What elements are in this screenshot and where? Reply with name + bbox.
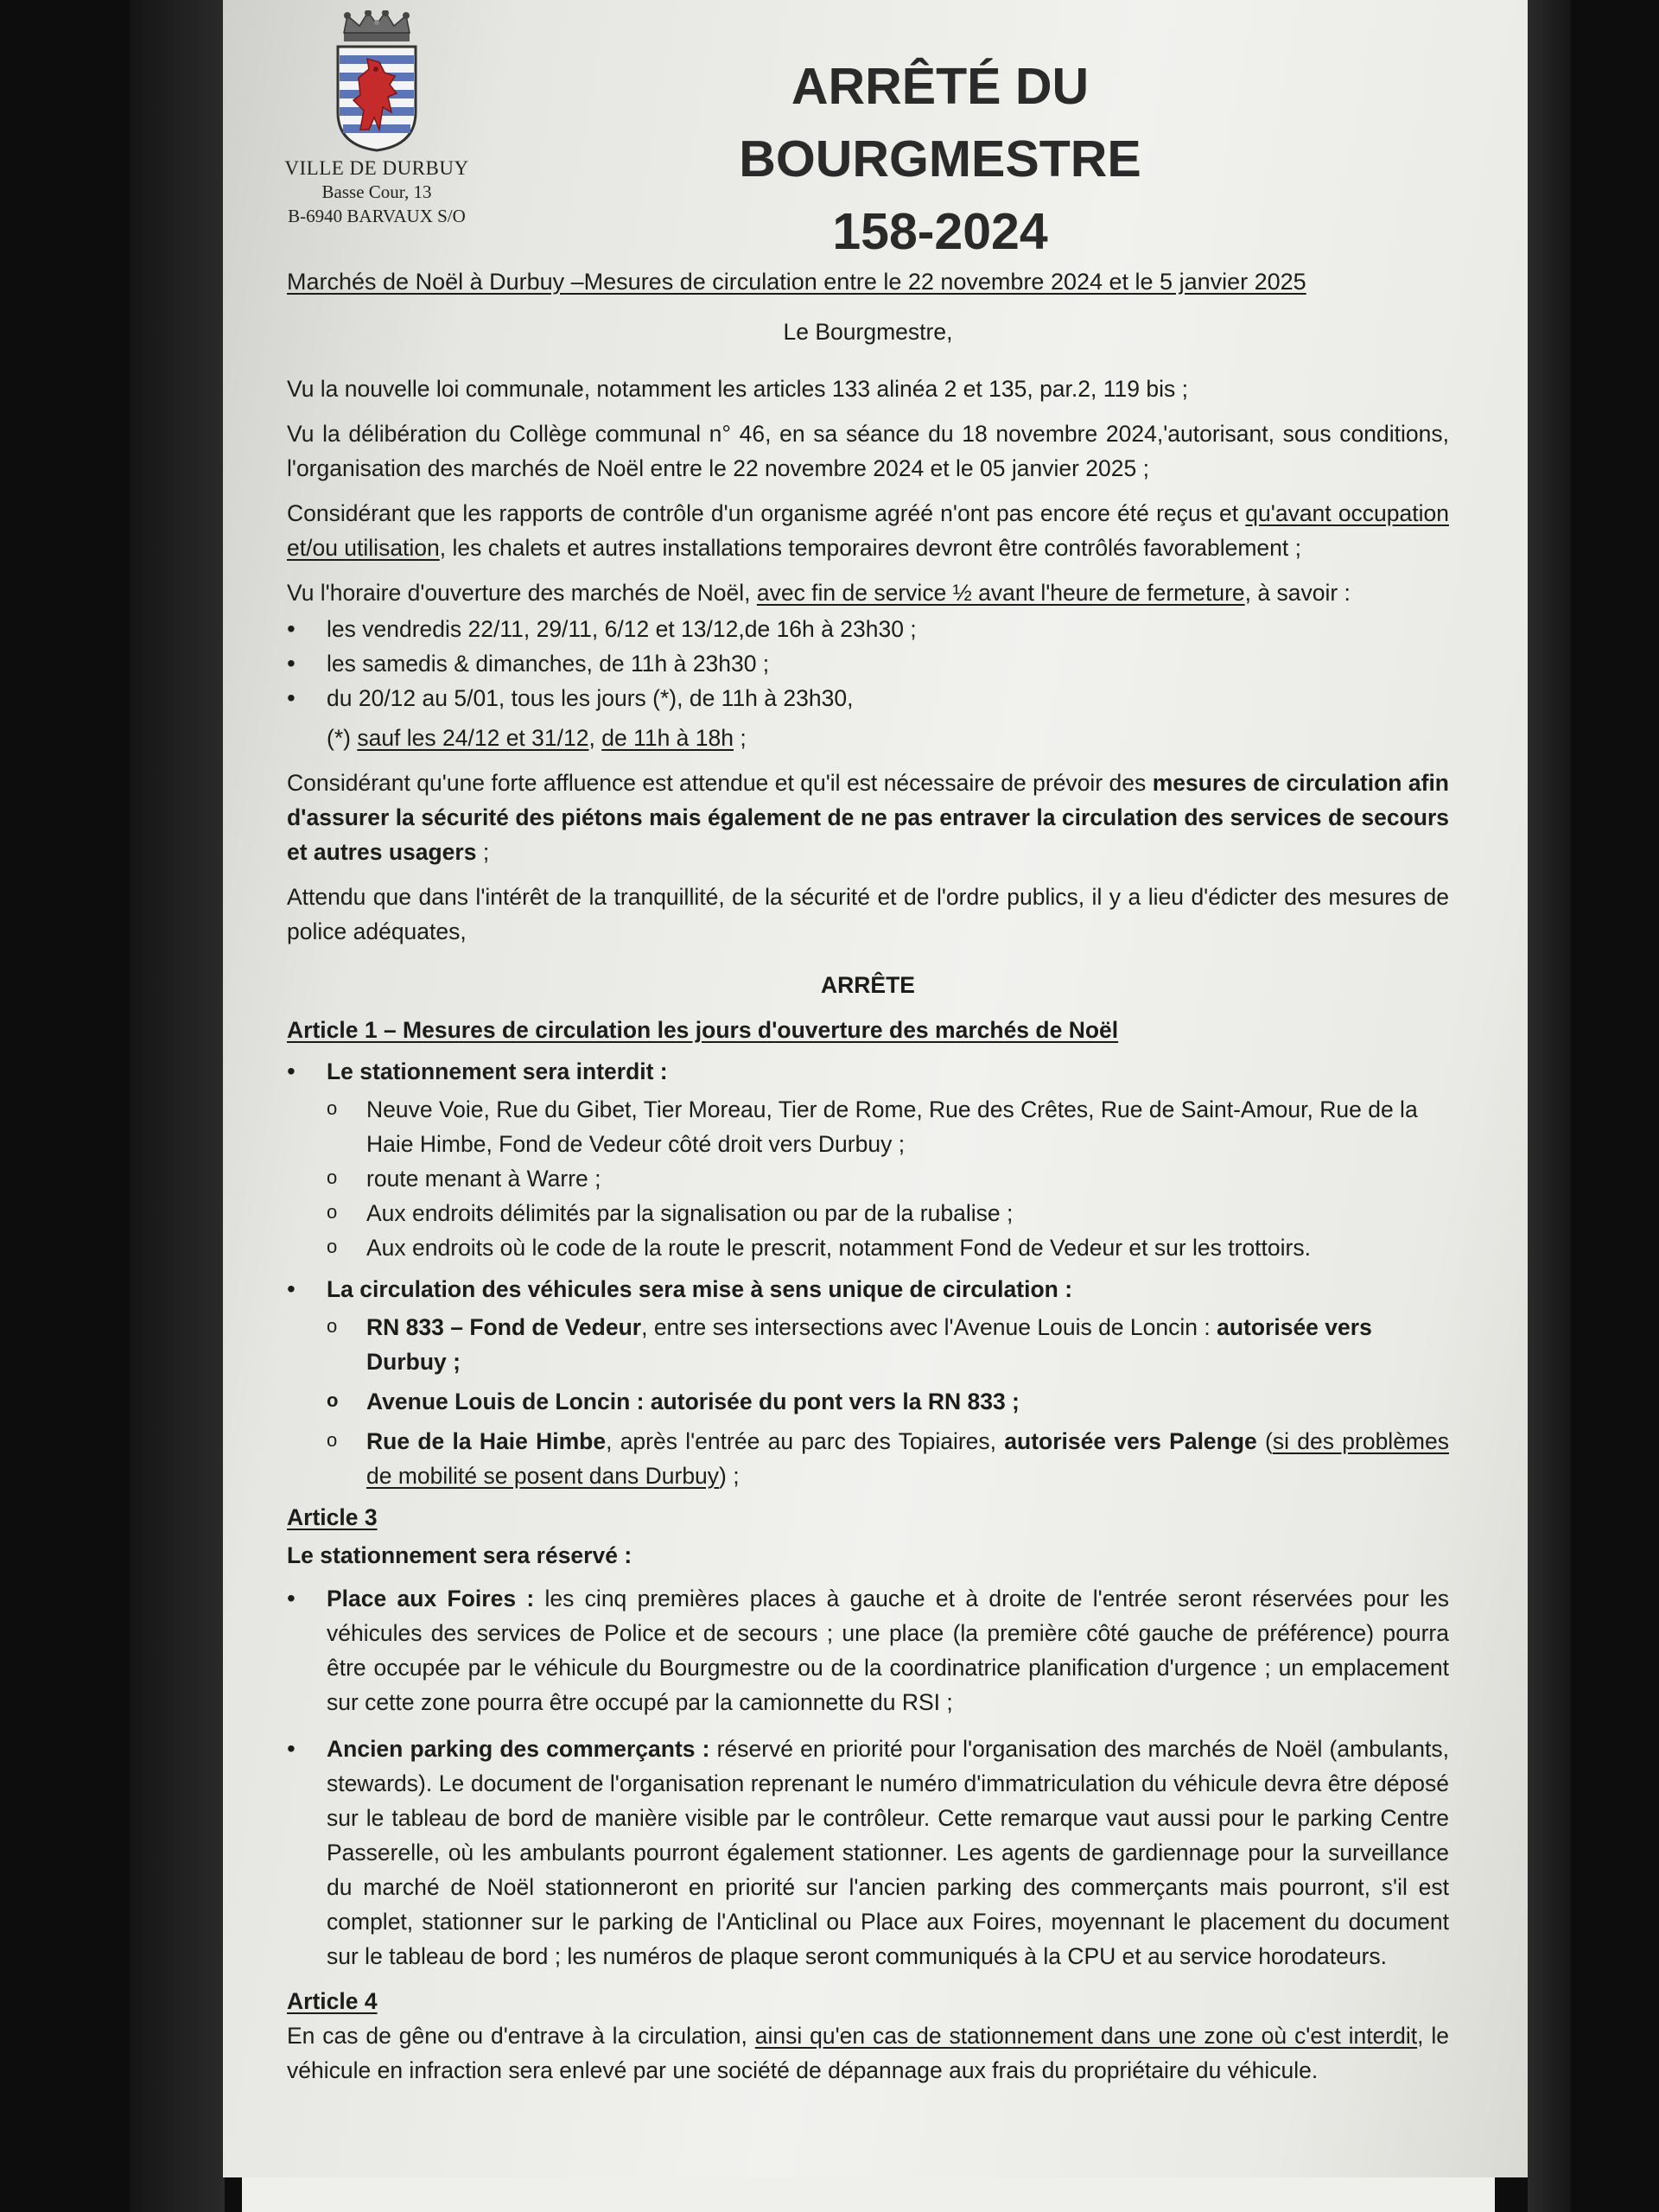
list-item bbox=[287, 1272, 1449, 1493]
exception-sep: , bbox=[588, 725, 602, 751]
i2-bold: Ancien parking des commerçants : bbox=[327, 1736, 710, 1762]
preamble-p2: Vu la délibération du Collège communal n° 46, en sa séance du 18 novembre 2024,'autorisant, sous conditions, l'organisation des marchés de Noël entre le 22 novembre 2024 et le 05 janvier 2025 ; bbox=[287, 421, 1449, 481]
t3-bold2: autorisée vers Palenge bbox=[1004, 1428, 1257, 1454]
parking-sublist bbox=[327, 1092, 1449, 1265]
salutation: Le Bourgmestre, bbox=[783, 319, 953, 345]
exception-end: ; bbox=[733, 725, 747, 751]
page-title bbox=[629, 50, 1251, 268]
t1-bold2: autorisée vers Durbuy ; bbox=[366, 1314, 1372, 1375]
list-item: • du 20/12 au 5/01, tous les jours (*), de 11h à 23h30, bbox=[287, 681, 1449, 715]
exception-a: sauf les 24/12 et 31/12 bbox=[357, 725, 589, 751]
shield-icon bbox=[334, 43, 419, 154]
exception-star: (*) bbox=[327, 725, 358, 751]
display-frame-left bbox=[130, 0, 225, 2212]
parking-label: • Le stationnement sera interdit : bbox=[327, 1058, 668, 1084]
list-item: o Aux endroits où le code de la route le prescrit, notamment Fond de Vedeur et sur les trottoirs. bbox=[327, 1230, 1449, 1265]
address-line-2: B-6940 BARVAUX S/O bbox=[288, 206, 466, 226]
t1-bold: RN 833 – Fond de Vedeur bbox=[366, 1314, 642, 1340]
article-1-title: Article 1 – Mesures de circulation les jours d'ouverture des marchés de Noël bbox=[287, 1017, 1119, 1043]
t3-end: ) ; bbox=[719, 1463, 740, 1489]
article-3-list bbox=[287, 1581, 1449, 1974]
i1-text: les cinq premières places à gauche et à droite de l'entrée seront réservées pour les véhicules des services de Police et de secours ; une place (la première côté gauche de préférence) pourra être occupée par le véhicule du Bourgmestre ou de la coordinatrice planification d'urgence ; un emplacement sur cette zone pourra être occupé par la camionnette du RSI ; bbox=[327, 1586, 1449, 1715]
exception-b: de 11h à 18h bbox=[601, 725, 734, 751]
t3-mid: , après l'entrée au parc des Topiaires, bbox=[606, 1428, 1005, 1454]
town-name: VILLE DE DURBUY bbox=[284, 157, 469, 179]
preamble-p1: Vu la nouvelle loi communale, notamment les articles 133 alinéa 2 et 135, par.2, 119 bis ; bbox=[287, 376, 1188, 402]
p4-underlined: avec fin de service ½ avant l'heure de fermeture bbox=[756, 580, 1245, 606]
list-item: o route menant à Warre ; bbox=[327, 1161, 1449, 1196]
list-item: o Avenue Louis de Loncin : autorisée du pont vers la RN 833 ; bbox=[327, 1384, 1449, 1419]
traffic-sublist bbox=[327, 1310, 1449, 1493]
traffic-label: • La circulation des véhicules sera mise à sens unique de circulation : bbox=[327, 1276, 1073, 1302]
p4-start: Vu l'horaire d'ouverture des marchés de Noël, bbox=[287, 580, 757, 606]
paper-bottom-edge bbox=[242, 2177, 1495, 2212]
title-line-1: ARRÊTÉ DU BOURGMESTRE bbox=[739, 58, 1141, 188]
preamble-p6: Attendu que dans l'intérêt de la tranquillité, de la sécurité et de l'ordre publics, il y a lieu d'édicter des mesures de police adéquates, bbox=[287, 884, 1449, 944]
t1-mid: , entre ses intersections avec l'Avenue Louis de Loncin : bbox=[641, 1314, 1217, 1340]
crown-icon bbox=[335, 10, 418, 43]
schedule-exception bbox=[287, 721, 1449, 755]
article-4-text bbox=[287, 2018, 1449, 2088]
decree-document bbox=[223, 0, 1528, 2177]
a4-start: En cas de gêne ou d'entrave à la circulation, bbox=[287, 2023, 755, 2049]
list-item: o Neuve Voie, Rue du Gibet, Tier Moreau, Tier de Rome, Rue des Crêtes, Rue de Saint-Amour, Rue de la Haie Himbe, Fond de Vedeur côté droit vers Durbuy ; bbox=[327, 1092, 1449, 1161]
t3-underlined: si des problèmes de mobilité se posent dans Durbuy bbox=[366, 1428, 1449, 1489]
address-line-1: Basse Cour, 13 bbox=[321, 181, 432, 202]
list-item: • les samedis & dimanches, de 11h à 23h30 ; bbox=[287, 646, 1449, 681]
list-item: o Aux endroits délimités par la signalisation ou par de la rubalise ; bbox=[327, 1196, 1449, 1230]
preamble-p3 bbox=[287, 496, 1449, 565]
t3-paren: ( bbox=[1256, 1428, 1273, 1454]
subject-line: Marchés de Noël à Durbuy –Mesures de circulation entre le 22 novembre 2024 et le 5 janvier 2025 bbox=[287, 269, 1306, 295]
title-line-2: 158-2024 bbox=[832, 203, 1048, 260]
list-item bbox=[327, 1424, 1449, 1493]
list-item: • les vendredis 22/11, 29/11, 6/12 et 13/12,de 16h à 23h30 ; bbox=[287, 612, 1449, 646]
article-3-title: Article 3 bbox=[287, 1504, 378, 1530]
a4-end: , le véhicule en infraction sera enlevé par une société de dépannage aux frais du propriétaire du véhicule. bbox=[287, 2023, 1449, 2083]
p4-end: , à savoir : bbox=[1244, 580, 1351, 606]
document-body bbox=[287, 264, 1449, 2098]
i1-bold: Place aux Foires : bbox=[327, 1586, 535, 1611]
t3-bold: Rue de la Haie Himbe bbox=[366, 1428, 607, 1454]
town-logo-block bbox=[264, 10, 489, 244]
schedule-list bbox=[287, 612, 1449, 715]
i2-text: réservé en priorité pour l'organisation des marchés de Noël (ambulants, stewards). Le document de l'organisation reprenant le numéro d'immatriculation du véhicule devra être déposé sur le tableau de bord de manière visible par le contrôleur. Cette remarque vaut aussi pour le parking Centre Passerelle, où les ambulants pourront également stationner. Les agents de gardiennage pour la surveillance du marché de Noël stationneront en priorité sur l'ancien parking des commerçants mais pourront, s'il est complet, stationner sur le parking de l'Anticlinal ou Place aux Foires, moyennant le placement du document sur le tableau de bord ; les numéros de plaque seront communiqués à la CPU et au service horodateurs. bbox=[327, 1736, 1449, 1969]
p3-underlined: qu'avant occupation et/ou utilisation bbox=[287, 500, 1449, 561]
p5-bold: mesures de circulation afin d'assurer la sécurité des piétons mais également de ne pas entraver la circulation des services de secours et autres usagers bbox=[287, 770, 1449, 865]
p5-start: Considérant qu'une forte affluence est attendue et qu'il est nécessaire de prévoir des bbox=[287, 770, 1153, 796]
article-4-title: Article 4 bbox=[287, 1988, 378, 2014]
preamble-p4 bbox=[287, 575, 1449, 610]
p5-end: ; bbox=[476, 839, 490, 865]
p3-end: , les chalets et autres installations temporaires devront être contrôlés favorablement ; bbox=[439, 535, 1301, 561]
list-item bbox=[287, 1732, 1449, 1974]
p3-start: Considérant que les rapports de contrôle d'un organisme agréé n'ont pas encore été reçus et bbox=[287, 500, 1246, 526]
list-item bbox=[287, 1054, 1449, 1265]
display-frame-right bbox=[1528, 0, 1571, 2212]
preamble-p5 bbox=[287, 766, 1449, 869]
list-item bbox=[327, 1310, 1449, 1379]
decree-heading: ARRÊTE bbox=[821, 972, 915, 998]
a4-underlined: ainsi qu'en cas de stationnement dans une zone où c'est interdit bbox=[754, 2023, 1418, 2049]
article-3-label: Le stationnement sera réservé : bbox=[287, 1542, 632, 1568]
list-item bbox=[287, 1581, 1449, 1719]
article-1-list bbox=[287, 1054, 1449, 1493]
